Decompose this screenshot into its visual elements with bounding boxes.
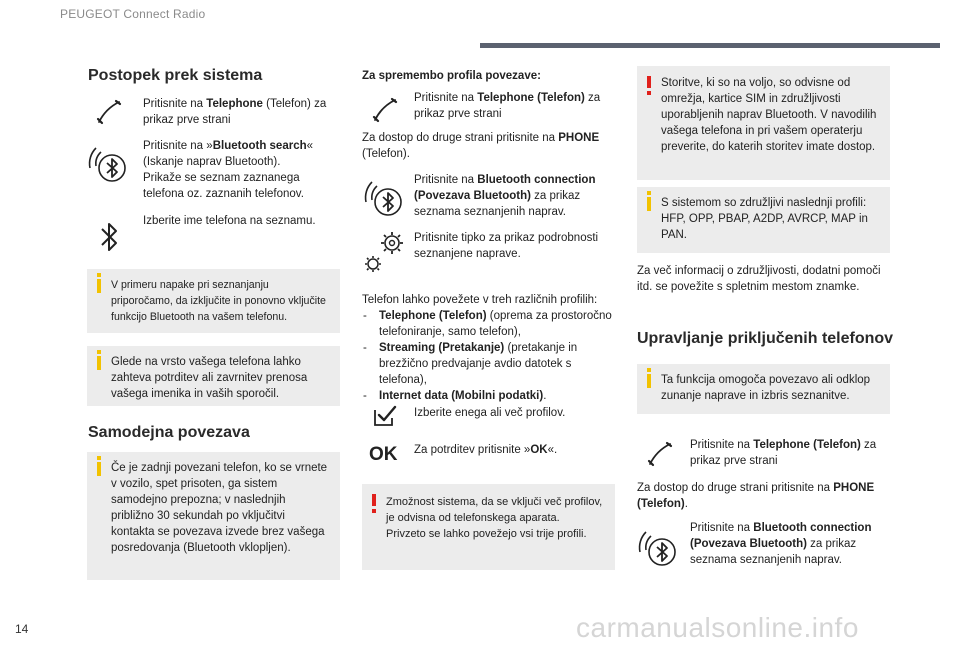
info-text: S sistemom so združljivi naslednji profili: HFP, OPP, PBAP, A2DP, AVRCP, MAP in PAN. [661, 197, 868, 241]
info-box-manage [637, 364, 890, 414]
middle-para-profiles: Telefon lahko povežete v treh različnih profilih: - Telephone (Telefon) (oprema za prostoročno telefoniranje, samo telefon), - Streaming (Pretakanje) (pretakanje in brezžično predvajanje avdio datotek s telefona), - Internet data (Mobilni podatki). [362, 292, 614, 404]
warning-box-profiles [362, 484, 615, 570]
heading-upravljanje: Upravljanje priključenih telefonov [637, 330, 894, 347]
middle-para-phone: Za dostop do druge strani pritisnite na PHONE (Telefon). [362, 132, 600, 160]
middle-step-3: Pritisnite tipko za prikaz podrobnosti seznanjene naprave. [414, 232, 599, 260]
info-text: Glede na vrsto vašega telefona lahko zahteva potrditev ali zavrnitev prenosa vašega imenika in vaših sporočil. [111, 356, 308, 400]
info-box-compatible-profiles [637, 187, 890, 253]
right-para-phone: Za dostop do druge strani pritisnite na PHONE (Telefon). [637, 482, 875, 510]
right-step-2: Pritisnite na Bluetooth connection (Povezava Bluetooth) za prikaz seznama seznanjenih naprav. [690, 522, 872, 566]
heading-samodejna: Samodejna povezava [88, 424, 250, 441]
info-icon [97, 356, 101, 370]
info-box-phonebook [87, 346, 340, 406]
info-text: Če je zadnji povezani telefon, ko se vrnete v vozilo, spet prisoten, ga sistem samodejno prepozna; v naslednjih približno 30 sekundah po vključitvi kontakta se povezava izvede brez vašega posredovanja (Bluetooth vklopljen). [111, 462, 328, 554]
running-header: PEUGEOT Connect Radio [60, 7, 206, 21]
profile-item-telephone: - Telephone (Telefon) (oprema za prostoročno telefoniranje, samo telefon), [362, 308, 614, 340]
profile-item-streaming: - Streaming (Pretakanje) (pretakanje in brezžično predvajanje avdio datotek s telefona), [362, 340, 614, 388]
info-icon [97, 462, 101, 476]
ok-icon: OK [369, 444, 398, 465]
middle-step-1: Pritisnite na Telephone (Telefon) za prikaz prve strani [414, 92, 601, 120]
left-step-2: Pritisnite na »Bluetooth search« (Iskanje naprav Bluetooth). Prikaže se seznam zaznanega telefona oz. zaznanih telefonov. [143, 140, 314, 200]
bluetooth-connection-icon [362, 176, 406, 220]
bluetooth-icon [99, 220, 121, 254]
middle-step-5: Za potrditev pritisnite »OK«. [414, 444, 558, 456]
middle-step-4: Izberite enega ali več profilov. [414, 407, 566, 419]
info-box-autoconnect [87, 452, 340, 580]
handset-icon [95, 98, 125, 126]
checkbox-select-icon [372, 404, 398, 428]
info-icon [647, 374, 651, 388]
warning-icon [372, 494, 376, 506]
left-step-3: Izberite ime telefona na seznamu. [143, 215, 316, 227]
warning-icon [647, 76, 651, 88]
header-rule [480, 43, 940, 48]
heading-postopek: Postopek prek sistema [88, 67, 263, 84]
info-text: V primeru napake pri seznanjanju priporočamo, da izključite in ponovno vključite funkcijo Bluetooth na vašem telefonu. [111, 279, 326, 323]
handset-icon [371, 96, 401, 124]
handset-icon [646, 440, 676, 468]
info-box-pairing [87, 269, 340, 333]
bluetooth-search-icon [86, 142, 130, 186]
bluetooth-connection-icon [636, 526, 680, 570]
watermark: carmanualsonline.info [576, 612, 859, 643]
right-step-1: Pritisnite na Telephone (Telefon) za prikaz prve strani [690, 439, 877, 467]
profile-item-internet: - Internet data (Mobilni podatki). [362, 388, 614, 404]
warning-text: Storitve, ki so na voljo, so odvisne od omrežja, kartice SIM in združljivosti uporabljenih naprav Bluetooth. V navodilih vašega telefona in pri vašem operaterju preverite, do katerih storitev imate dostop. [661, 77, 877, 153]
settings-gears-icon [362, 228, 408, 274]
right-para-compat: Za več informacij o združljivosti, dodatni pomoči itd. se povežite s spletnim mestom znamke. [637, 265, 881, 293]
warning-box-services [637, 66, 890, 180]
middle-step-2: Pritisnite na Bluetooth connection (Povezava Bluetooth) za prikaz seznama seznanjenih naprav. [414, 174, 596, 218]
left-step-1: Pritisnite na Telephone (Telefon) za prikaz prve strani [143, 98, 327, 126]
info-icon [97, 279, 101, 293]
page-number: 14 [15, 622, 29, 636]
info-text: Ta funkcija omogoča povezavo ali odklop zunanje naprave in izbris seznanitve. [661, 374, 871, 402]
warning-text: Zmožnost sistema, da se vključi več profilov, je odvisna od telefonskega aparata. Privzeto se lahko povežejo vsi trije profili. [386, 496, 603, 540]
info-icon [647, 197, 651, 211]
subheading-profile: Za spremembo profila povezave: [362, 70, 541, 82]
